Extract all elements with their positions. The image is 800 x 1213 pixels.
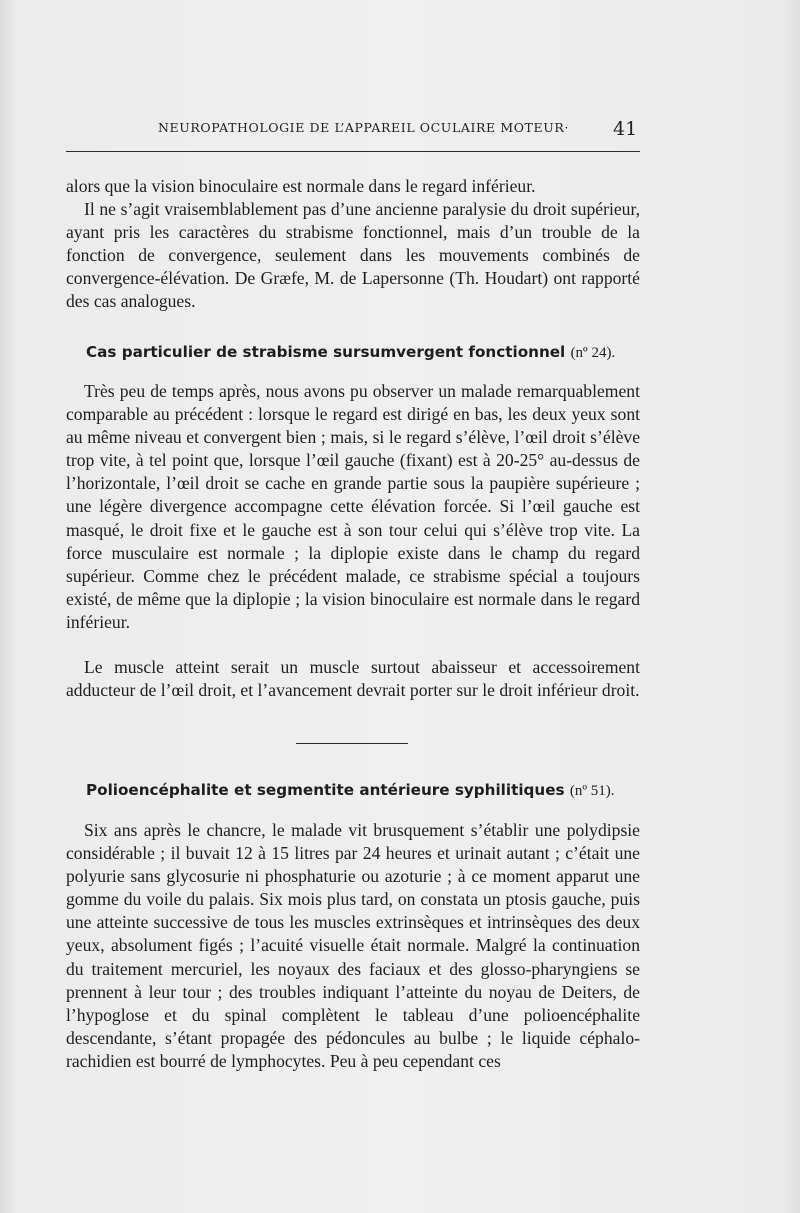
section-separator [296,743,408,744]
section-heading-polioencephalite [86,780,646,801]
section-title-strabisme: Cas particulier de strabisme sursumvergent fonctionnel [86,343,566,361]
paragraph-case-description: Très peu de temps après, nous avons pu observer un malade remarquablement comparable au précédent : lorsque le regard est dirigé en bas, les deux yeux sont au même niveau et convergent bien ; mais, si le regard s’élève, l’œil droit s’élève trop vite, à tel point que, lorsque l’œil gauche (fixant) est à 20-25° au-dessus de l’horizontale, l’œil droit se cache en grande partie sous la paupière supérieure ; une légère divergence accompagne cette élévation forcée. Si l’œil gauche est masqué, le droit fixe et le gauche est à son tour celui qui s’élève trop vite. La force musculaire est normale ; la diplopie existe dans le champ du regard supérieur. Comme chez le précédent malade, ce strabisme spécial a toujours existé, de même que la diplopie ; la vision binoculaire est normale dans le regard inférieur. [66,381,640,632]
section-reference-polioencephalite: (nº 51). [569,783,615,799]
paragraph-syphilis-case: Six ans après le chancre, le malade vit brusquement s’établir une polydipsie considérable ; il buvait 12 à 15 litres par 24 heures et urinait autant ; c’était une polyurie sans glycosurie ni phosphaturie ou azoturie ; à ce moment apparut une gomme du voile du palais. Six mois plus tard, on constata un ptosis gauche, puis une atteinte successive de tous les muscles extrinsèques et intrinsèques des deux yeux, absolument figés ; l’acuité visuelle était normale. Malgré la continuation du traitement mercuriel, les noyaux des faciaux et des glosso-pharyngiens se prennent à leur tour ; des troubles indiquant l’atteinte du noyau de Deiters, de l’hypoglose et du spinal complètent le tableau d’une polioencéphalite descendante, s’étant propagée des pédoncules au bulbe ; le liquide céphalo-rachidien est bourré de lymphocytes. Peu à peu cependant ces [66,820,640,1071]
section-reference-strabisme: (nº 24). [570,345,616,361]
page-header [0,118,800,142]
paragraph-analysis: Il ne s’agit vraisemblablement pas d’une ancienne paralysie du droit supérieur, ayant pris les caractères du strabisme fonctionnel, mais d’un trouble de la fonction de convergence, seulement dans les mouvements combinés de convergence-élévation. De Græfe, M. de Lapersonne (Th. Houdart) ont rapporté des cas analogues. [66,199,640,312]
running-head: NEUROPATHOLOGIE DE L’APPAREIL OCULAIRE MOTEUR· [158,120,569,135]
header-rule [66,151,640,152]
paragraph-muscle-conclusion: Le muscle atteint serait un muscle surtout abaisseur et accessoirement adducteur de l’œil droit, et l’avancement devrait porter sur le droit inférieur droit. [66,657,640,701]
section-title-polioencephalite: Polioencéphalite et segmentite antérieure syphilitiques [86,781,565,799]
paragraph-continuation: alors que la vision binoculaire est normale dans le regard inférieur. [66,176,536,196]
section-heading-strabisme [86,342,646,363]
page-number: 41 [613,118,638,140]
